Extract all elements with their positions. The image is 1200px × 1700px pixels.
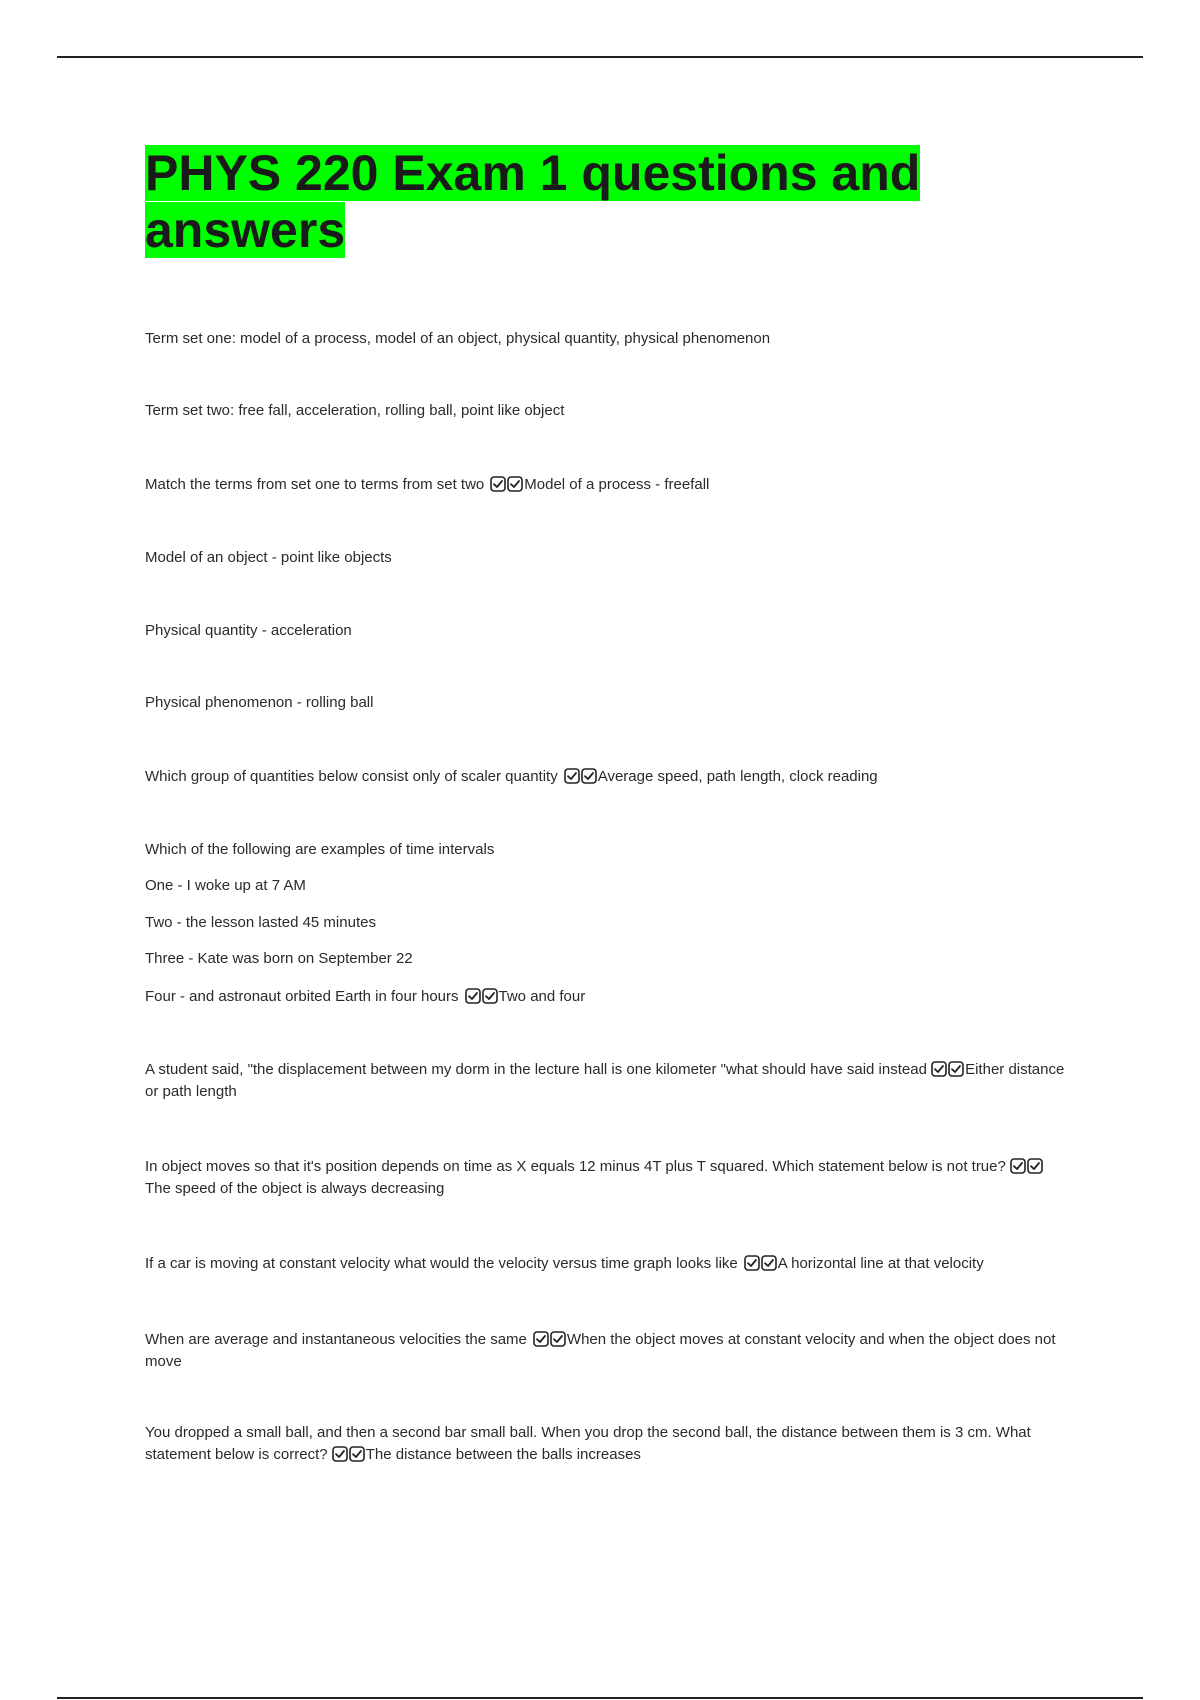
qa-item <box>145 1253 1065 1275</box>
answer-marker <box>465 988 499 1005</box>
answer-marker <box>1010 1158 1044 1175</box>
qa-item <box>145 474 1065 496</box>
qa-item <box>145 1329 1065 1373</box>
checkbox-checked-icon <box>1027 1158 1043 1174</box>
answer-text: Two and four <box>498 988 586 1005</box>
answer-marker <box>490 476 524 493</box>
checkbox-checked-icon <box>761 1255 777 1271</box>
paragraph <box>145 328 1065 350</box>
bottom-divider <box>57 1697 1143 1699</box>
answer-marker <box>332 1446 366 1463</box>
document-title: PHYS 220 Exam 1 questions and answers <box>145 145 921 258</box>
checkbox-checked-icon <box>465 988 481 1004</box>
question-text: One - I woke up at 7 AM <box>145 877 306 894</box>
question-text: Match the terms from set one to terms from set two <box>145 476 485 493</box>
checkbox-checked-icon <box>564 768 580 784</box>
question-text: Three - Kate was born on September 22 <box>145 950 413 967</box>
paragraph <box>145 912 1065 934</box>
paragraph <box>145 948 1065 970</box>
paragraph <box>145 547 1065 569</box>
checkbox-checked-icon <box>550 1331 566 1347</box>
qa-item <box>145 766 1065 788</box>
paragraph <box>145 400 1065 422</box>
checkbox-checked-icon <box>490 476 506 492</box>
checkbox-checked-icon <box>1010 1158 1026 1174</box>
qa-item <box>145 1059 1065 1103</box>
answer-text: The distance between the balls increases <box>365 1446 641 1463</box>
checkbox-checked-icon <box>332 1446 348 1462</box>
answer-text: Model of a process - freefall <box>524 476 710 493</box>
qa-item <box>145 986 1065 1008</box>
checkbox-checked-icon <box>533 1331 549 1347</box>
checkbox-checked-icon <box>507 476 523 492</box>
question-text: Four - and astronaut orbited Earth in four hours <box>145 988 459 1005</box>
question-text: Which of the following are examples of time intervals <box>145 841 495 858</box>
question-text: In object moves so that it's position depends on time as X equals 12 minus 4T plus T squared. Which statement below is not true? <box>145 1158 1006 1175</box>
answer-marker <box>564 768 598 785</box>
question-text: Term set two: free fall, acceleration, rolling ball, point like object <box>145 402 565 419</box>
paragraph <box>145 875 1065 897</box>
question-text: Physical quantity - acceleration <box>145 622 352 639</box>
answer-text: A horizontal line at that velocity <box>777 1255 984 1272</box>
question-text: Term set one: model of a process, model of an object, physical quantity, physical phenomenon <box>145 330 771 347</box>
paragraph <box>145 692 1065 714</box>
checkbox-checked-icon <box>349 1446 365 1462</box>
question-text: You dropped a small ball, and then a second bar small ball. When you drop the second ball, the distance between them is 3 cm. What statement below is correct? <box>145 1424 1031 1463</box>
paragraph <box>145 839 1065 861</box>
checkbox-checked-icon <box>948 1061 964 1077</box>
answer-text: Either distance or path length <box>145 1061 1065 1100</box>
top-divider <box>57 56 1143 58</box>
question-text: Two - the lesson lasted 45 minutes <box>145 914 376 931</box>
question-text: Physical phenomenon - rolling ball <box>145 694 374 711</box>
checkbox-checked-icon <box>581 768 597 784</box>
qa-item <box>145 1422 1065 1466</box>
checkbox-checked-icon <box>482 988 498 1004</box>
qa-item <box>145 1156 1065 1200</box>
question-text: When are average and instantaneous velocities the same <box>145 1331 527 1348</box>
checkbox-checked-icon <box>931 1061 947 1077</box>
checkbox-checked-icon <box>744 1255 760 1271</box>
answer-marker <box>533 1331 567 1348</box>
question-text: Model of an object - point like objects <box>145 549 392 566</box>
question-text: If a car is moving at constant velocity what would the velocity versus time graph looks like <box>145 1255 738 1272</box>
question-text: Which group of quantities below consist only of scaler quantity <box>145 768 558 785</box>
answer-text: When the object moves at constant velocity and when the object does not move <box>145 1331 1056 1370</box>
answer-marker <box>931 1061 965 1078</box>
question-text: A student said, "the displacement between my dorm in the lecture hall is one kilometer "what should have said instead <box>145 1061 927 1078</box>
answer-marker <box>744 1255 778 1272</box>
answer-text: The speed of the object is always decreasing <box>145 1180 445 1197</box>
paragraph <box>145 620 1065 642</box>
answer-text: Average speed, path length, clock reading <box>597 768 878 785</box>
